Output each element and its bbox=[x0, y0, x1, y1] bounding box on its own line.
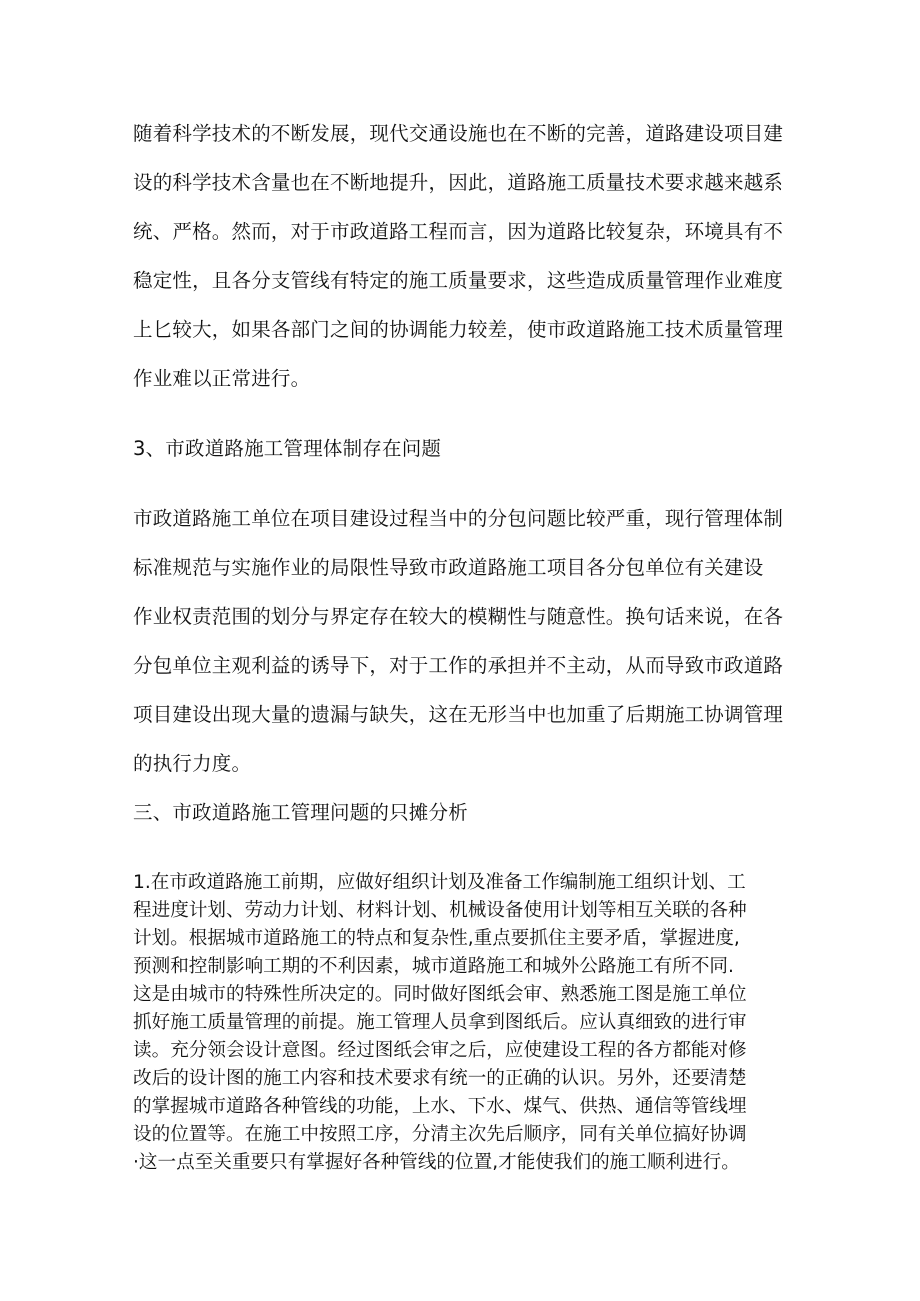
paragraph-line: 这是由城市的特殊性所决定的。同时做好图纸会审、熟悉施工图是施工单位 bbox=[133, 984, 747, 1005]
paragraph-line: 统、严格。然而，对于市政道路工程而言，因为道路比较复杂，环境具有不 bbox=[133, 220, 784, 243]
paragraph-line: 程进度计划、劳动力计划、材料计划、机械设备使用计划等相互关联的各种 bbox=[133, 900, 747, 921]
paragraph-line: 上匕较大，如果各部门之间的协调能力较差，使市政道路施工技术质量管理 bbox=[133, 318, 784, 341]
paragraph-line: 预测和控制影响工期的不利因素，城市道路施工和城外公路施工有所不同. bbox=[133, 956, 734, 977]
paragraph-line: 计划。根据城市道路施工的特点和复杂性,重点要抓住主要矛盾，掌握进度, bbox=[133, 928, 740, 949]
paragraph-line: 改后的设计图的施工内容和技术要求有统一的正确的认识。另外，还要清楚 bbox=[133, 1068, 747, 1089]
paragraph-line: 标准规范与实施作业的局限性导致市政道路施工项目各分包单位有关建设 bbox=[133, 556, 764, 579]
paragraph-line: 随着科学技术的不断发展，现代交通设施也在不断的完善，道路建设项目建 bbox=[133, 122, 784, 145]
paragraph-line: 市政道路施工单位在项目建设过程当中的分包问题比较严重，现行管理体制 bbox=[133, 507, 784, 530]
paragraph-line: 分包单位主观利益的诱导下，对于工作的承担并不主动，从而导致市政道路 bbox=[133, 654, 784, 677]
section-heading: 三、市政道路施工管理问题的只摊分析 bbox=[133, 801, 468, 824]
paragraph-line: 作业难以正常进行。 bbox=[133, 367, 311, 390]
subsection-heading: 3、市政道路施工管理体制存在问题 bbox=[133, 437, 442, 460]
paragraph-line: 抓好施工质量管理的前提。施工管理人员拿到图纸后。应认真细致的进行审 bbox=[133, 1012, 747, 1033]
paragraph-line: 设的科学技术含量也在不断地提升，因此，道路施工质量技术要求越来越系 bbox=[133, 171, 784, 194]
paragraph-line: 读。充分领会设计意图。经过图纸会审之后，应使建设工程的各方都能对修 bbox=[133, 1040, 747, 1061]
paragraph-line: ·这一点至关重要只有掌握好各种管线的位置,才能使我们的施工顺利进行。 bbox=[133, 1152, 740, 1173]
paragraph-line: 项目建设出现大量的遗漏与缺失，这在无形当中也加重了后期施工协调管理 bbox=[133, 703, 784, 726]
paragraph-line: 稳定性，且各分支管线有特定的施工质量要求，这些造成质量管理作业难度 bbox=[133, 269, 784, 292]
paragraph-line: 的执行力度。 bbox=[133, 752, 252, 775]
paragraph-line: 设的位置等。在施工中按照工序，分清主次先后顺序，同有关单位搞好协调 bbox=[133, 1124, 747, 1145]
paragraph-line: 1.在市政道路施工前期，应做好组织计划及准备工作编制施工组织计划、工 bbox=[133, 872, 746, 893]
paragraph-line: 的掌握城市道路各种管线的功能，上水、下水、煤气、供热、通信等管线埋 bbox=[133, 1096, 747, 1117]
paragraph-line: 作业权责范围的划分与界定存在较大的模糊性与随意性。换句话来说，在各 bbox=[133, 605, 784, 628]
